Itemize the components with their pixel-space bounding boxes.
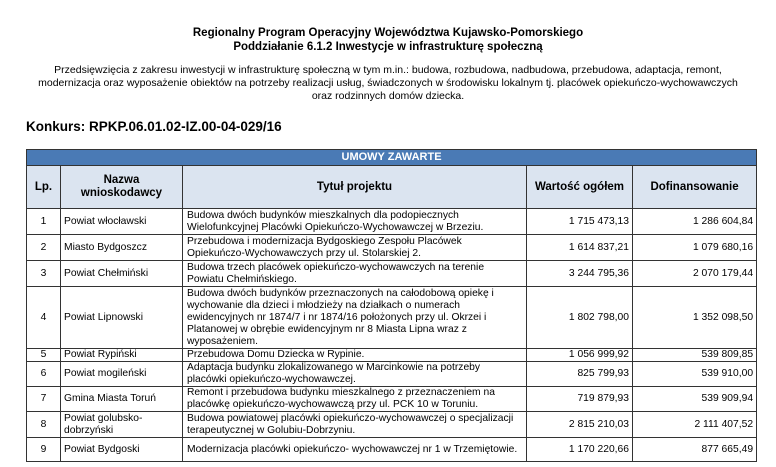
- row-funding: 539 809,85: [633, 349, 757, 362]
- table-row: [27, 412, 757, 438]
- column-header-title: Tytuł projektu: [183, 166, 527, 209]
- row-applicant: Powiat Bydgoski: [61, 438, 183, 462]
- contracts-table: [26, 149, 757, 462]
- row-funding: 1 079 680,16: [633, 235, 757, 261]
- program-title: Regionalny Program Operacyjny Województwa Kujawsko-Pomorskiego: [192, 27, 584, 39]
- row-project-title: Modernizacja placówki opiekuńczo- wychowawczej nr 1 w Trzemiętowie.: [183, 438, 527, 462]
- table-row: [27, 438, 757, 462]
- row-lp: 5: [27, 349, 61, 362]
- row-project-title: Budowa trzech placówek opiekuńczo-wychowawczych na terenie Powiatu Chełmińskiego.: [183, 261, 527, 287]
- column-header-funding: Dofinansowanie: [633, 166, 757, 209]
- row-total-value: 1 170 220,66: [527, 438, 633, 462]
- row-project-title: Budowa powiatowej placówki opiekuńczo-wychowawczej o specjalizacji terapeutycznej w Golubiu-Dobrzyniu.: [183, 412, 527, 438]
- row-funding: 539 910,00: [633, 362, 757, 387]
- program-description: Przedsięwzięcia z zakresu inwestycji w infrastrukturę społeczną w tym m.in.: budowa, rozbudowa, nadbudowa, przebudowa, adaptacja, remont, modernizacja oraz wyposażenie obiektów na potrzeby realizacji usług, świadczonych w środowisku lokalnym tj. placówek opiekuńczo-wychowawczych oraz rodzinnych domów dziecka.: [38, 64, 738, 102]
- row-lp: 6: [27, 362, 61, 387]
- row-project-title: Budowa dwóch budynków mieszkalnych dla podopiecznych Wielofunkcyjnej Placówki Opiekuńczo-Wychowawczej w Brzeziu.: [183, 209, 527, 235]
- row-lp: 9: [27, 438, 61, 462]
- subaction-title: Poddziałanie 6.1.2 Inwestycje w infrastrukturę społeczną: [233, 41, 543, 53]
- row-funding: 2 111 407,52: [633, 412, 757, 438]
- row-applicant: Powiat Lipnowski: [61, 287, 183, 349]
- row-total-value: 825 799,93: [527, 362, 633, 387]
- row-lp: 4: [27, 287, 61, 349]
- row-project-title: Budowa dwóch budynków przeznaczonych na całodobową opiekę i wychowanie dla dzieci i młodzieży na działkach o numerach ewidencyjnych nr 1874/7 i nr 1874/16 położonych przy ul. Okrzei i Platanowej w obrębie ewidencyjnym nr 8 Miasta Lipna wraz z wyposażeniem.: [183, 287, 527, 349]
- row-funding: 1 352 098,50: [633, 287, 757, 349]
- table-banner-row: [27, 150, 757, 166]
- row-project-title: Przebudowa Domu Dziecka w Rypinie.: [183, 349, 527, 362]
- row-total-value: 1 802 798,00: [527, 287, 633, 349]
- row-total-value: 1 614 837,21: [527, 235, 633, 261]
- row-funding: 539 909,94: [633, 387, 757, 412]
- table-row: [27, 362, 757, 387]
- table-row: [27, 387, 757, 412]
- row-applicant: Powiat mogileński: [61, 362, 183, 387]
- table-row: [27, 287, 757, 349]
- row-lp: 8: [27, 412, 61, 438]
- table-banner: UMOWY ZAWARTE: [27, 150, 757, 166]
- table-row: [27, 235, 757, 261]
- row-lp: 2: [27, 235, 61, 261]
- row-funding: 1 286 604,84: [633, 209, 757, 235]
- row-total-value: 719 879,93: [527, 387, 633, 412]
- column-header-name: Nazwa wnioskodawcy: [61, 166, 183, 209]
- row-total-value: 3 244 795,36: [527, 261, 633, 287]
- row-lp: 1: [27, 209, 61, 235]
- table-row: [27, 209, 757, 235]
- row-lp: 7: [27, 387, 61, 412]
- table-row: [27, 261, 757, 287]
- row-lp: 3: [27, 261, 61, 287]
- row-applicant: Miasto Bydgoszcz: [61, 235, 183, 261]
- column-header-lp: Lp.: [27, 166, 61, 209]
- konkurs-label: Konkurs: RPKP.06.01.02-IZ.00-04-029/16: [26, 119, 282, 134]
- row-funding: 877 665,49: [633, 438, 757, 462]
- row-applicant: Powiat Chełmiński: [61, 261, 183, 287]
- table-row: [27, 349, 757, 362]
- row-total-value: 2 815 210,03: [527, 412, 633, 438]
- column-header-value: Wartość ogółem: [527, 166, 633, 209]
- row-project-title: Przebudowa i modernizacja Bydgoskiego Zespołu Placówek Opiekuńczo-Wychowawczych przy ul. Stolarskiej 2.: [183, 235, 527, 261]
- row-applicant: Gmina Miasta Toruń: [61, 387, 183, 412]
- row-project-title: Adaptacja budynku zlokalizowanego w Marcinkowie na potrzeby placówki opiekuńczo-wychowawczej.: [183, 362, 527, 387]
- row-total-value: 1 715 473,13: [527, 209, 633, 235]
- row-applicant: Powiat Rypiński: [61, 349, 183, 362]
- row-applicant: Powiat włocławski: [61, 209, 183, 235]
- row-total-value: 1 056 999,92: [527, 349, 633, 362]
- row-project-title: Remont i przebudowa budynku mieszkalnego z przeznaczeniem na placówkę opiekuńczo-wychowawczą przy ul. PCK 10 w Toruniu.: [183, 387, 527, 412]
- table-header-row: [27, 166, 757, 209]
- row-funding: 2 070 179,44: [633, 261, 757, 287]
- row-applicant: Powiat golubsko-dobrzyński: [61, 412, 183, 438]
